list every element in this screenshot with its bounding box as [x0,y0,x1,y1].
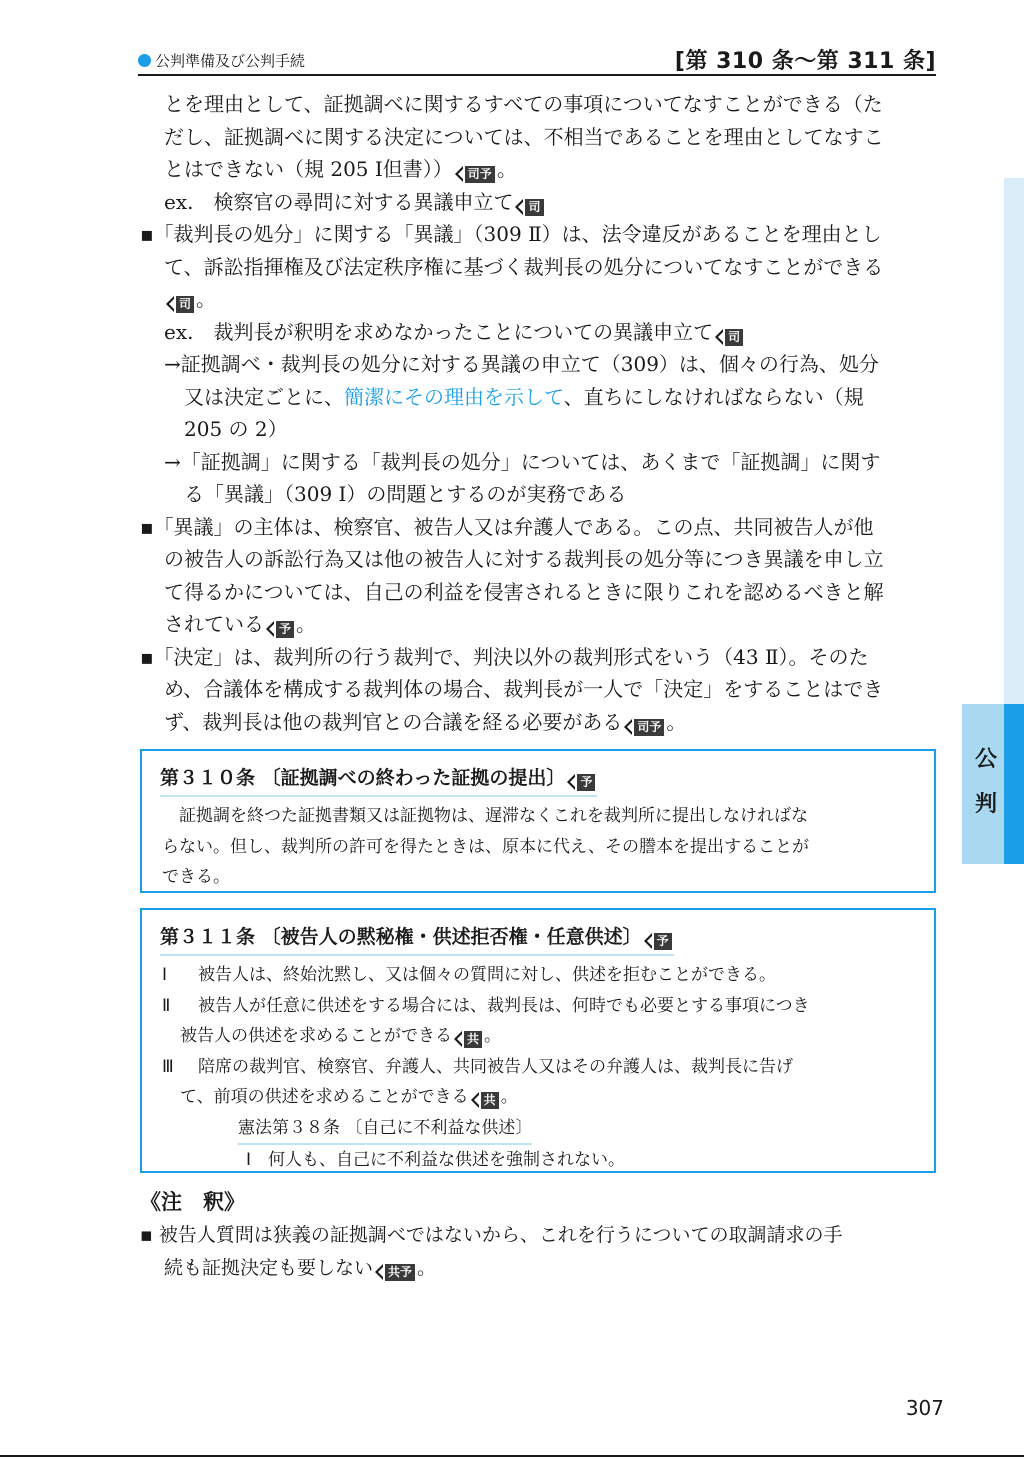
article-310-box [140,749,936,893]
section-label: 公判準備及び公判手続 [155,51,306,70]
reference-title: 憲法第３８条 〔自己に不利益な供述〕 [238,1113,532,1145]
body-line: の被告人の訴訟行為又は他の被告人に対する裁判長の処分等につき異議を申し立 [164,547,884,571]
body-line: 205 の 2） [184,417,288,441]
example-line: ex. 裁判長が釈明を求めなかったことについての異議申立て 司 [140,316,940,349]
page-number: 307 [905,1396,944,1420]
main-body [140,88,940,738]
exam-tag-icon: 共予 [375,1264,417,1281]
body-line: されている 予 。 [164,612,317,636]
highlighted-text: 簡潔にその理由を示して [344,384,564,409]
body-line: て、訴訟指揮権及び法定秩序権に基づく裁判長の処分についてなすことができる [164,254,884,279]
bullet-line: ▪「決定」は、裁判所の行う裁判で、判決以外の裁判形式をいう（43 Ⅱ）。そのた [140,644,869,669]
paragraph-1: Ⅰ 被告人は、終始沈黙し、又は個々の質問に対し、供述を拒むことができる。 [162,965,776,985]
paragraph-2: Ⅱ 被告人が任意に供述をする場合には、裁判長は、何時でも必要とする事項につき [162,995,810,1016]
arrow-line: →証拠調べ・裁判長の処分に対する異議の申立て（309）は、個々の行為、処分 [164,352,879,376]
arrow-line: →「証拠調」に関する「裁判長の処分」については、あくまで「証拠調」に関す [164,449,881,474]
side-tab-char: 公 [974,747,997,772]
exam-tag-icon: 司予 [455,166,497,183]
article-311-box [140,908,936,1173]
body-line: る「異議」（309 Ⅰ）の問題とするのが実務である [184,482,627,506]
note-line: 続も証拠決定も要しない 共予 。 [164,1257,437,1279]
article-text: らない。但し、裁判所の許可を得たときは、原本に代え、その謄本を提出することが [162,836,810,857]
side-chapter-tab[interactable] [962,704,1024,864]
article-range: [第 310 条〜第 311 条] [674,49,936,74]
exam-tag-icon: 共 [471,1092,501,1109]
running-header-section [138,49,305,71]
header-rule [138,74,936,76]
notes-heading: 《注 釈》 [140,1190,245,1214]
body-line: とを理由として、証拠調べに関するすべての事項についてなすことができる（た [164,92,883,116]
exam-tag-icon: 予 [644,933,674,950]
article-title: 第３１０条 〔証拠調べの終わった証拠の提出〕 予 [160,763,597,797]
side-tab-char: 判 [974,792,997,817]
exam-tag-icon: 予 [567,774,597,791]
bullet-line: ▪「裁判長の処分」に関する「異議」（309 Ⅱ）は、法令違反があることを理由とし [140,222,882,246]
side-tab-bar [1004,704,1024,864]
body-line: 司 。 [140,283,940,316]
exam-tag-icon: 司 [715,329,745,346]
exam-tag-icon: 司予 [624,719,666,736]
body-line: とはできない（規 205 Ⅰ但書）） 司予 。 [164,157,517,181]
bullet-line: ▪「異議」の主体は、検察官、被告人又は弁護人である。この点、共同被告人が他 [140,514,874,539]
body-line: だし、証拠調べに関する決定については、不相当であることを理由としてなすこ [164,124,884,149]
bottom-rule [0,1455,1024,1457]
body-line: て得るかについては、自己の利益を侵害されるときに限りこれを認めるべきと解 [164,579,884,604]
paragraph-3: Ⅲ 陪席の裁判官、検察官、弁護人、共同被告人又はその弁護人は、裁判長に告げ [162,1056,793,1077]
exam-tag-icon: 司 [166,296,196,313]
exam-tag-icon: 共 [454,1031,484,1048]
article-text: 証拠調を終つた証拠書類又は証拠物は、遅滞なくこれを裁判所に提出しなければな [162,806,808,826]
paragraph-2-cont: 被告人の供述を求めることができる 共 。 [180,1026,502,1046]
exam-tag-icon: 司 [515,199,545,216]
note-line: ▪ 被告人質問は狭義の証拠調べではないから、これを行うについての取調請求の手 [140,1224,843,1246]
article-title: 第３１１条 〔被告人の黙秘権・供述拒否権・任意供述〕 予 [160,922,674,956]
article-text: できる。 [162,867,230,887]
paragraph-3-cont: て、前項の供述を求めることができる 共 。 [180,1087,518,1107]
body-line: め、合議体を構成する裁判体の場合、裁判長が一人で「決定」をすることはでき [164,677,884,701]
body-line: ず、裁判長は他の裁判官との合議を経る必要がある 司予 。 [164,709,687,734]
reference-text: Ⅰ 何人も、自己に不利益な供述を強制されない。 [246,1149,626,1170]
example-line: ex. 検察官の尋問に対する異議申立て 司 [140,186,940,219]
notes-body [140,1219,940,1285]
body-line: 又は決定ごとに、簡潔にその理由を示して、直ちにしなければならない（規 [184,384,864,409]
bullet-dot-icon [138,54,151,67]
exam-tag-icon: 予 [266,621,296,638]
